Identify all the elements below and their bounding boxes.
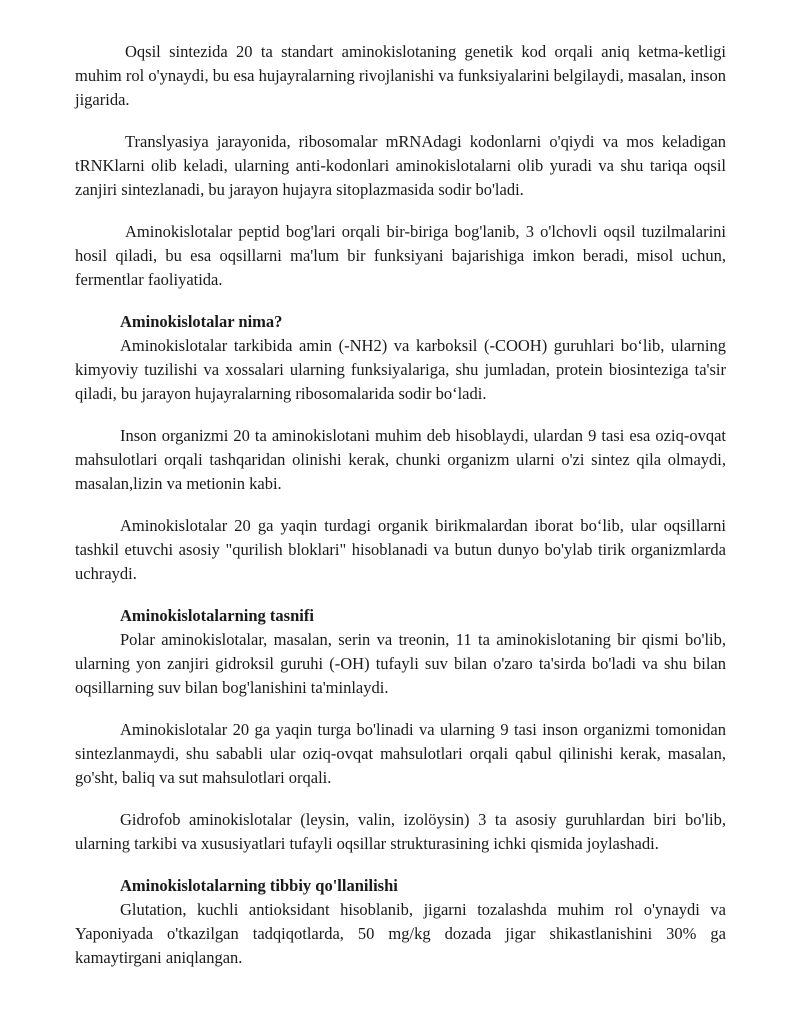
section1-paragraph-3: Aminokislotalar 20 ga yaqin turdagi organik birikmalardan iborat bo‘lib, ular oqsillarni tashkil etuvchi asosiy "qurilish bloklari" hisoblanadi va butun dunyo bo'ylab tirik organizmlarda uchraydi. (75, 516, 726, 583)
section1-paragraph-1: Aminokislotalar tarkibida amin (-NH2) va karboksil (-COOH) guruhlari bo‘lib, ularning kimyoviy tuzilishi va xossalari ularning funksiyalariga, shu jumladan, protein biosinteziga ta'sir qiladi, bu jarayon hujayralarning ribosomalarida sodir bo‘ladi. (75, 336, 726, 403)
intro-paragraph-3: Aminokislotalar peptid bog'lari orqali bir-biriga bog'lanib, 3 o'lchovli oqsil tuzilmalarini hosil qiladi, bu esa oqsillarni ma'lum bir funksiyani bajarishiga imkon beradi, misol uchun, fermentlar faoliyatida. (75, 222, 726, 289)
section2-paragraph-2: Aminokislotalar 20 ga yaqin turga bo'linadi va ularning 9 tasi inson organizmi tomonidan sintezlanmaydi, shu sababli ular oziq-ovqat mahsulotlari orqali qabul qilinishi kerak, masalan, go'sht, baliq va sut mahsulotlari orqali. (75, 720, 726, 787)
section-heading-aminokislotalar-nima: Aminokislotalar nima? (120, 312, 283, 331)
intro-paragraph-2: Translyasiya jarayonida, ribosomalar mRNAdagi kodonlarni o'qiydi va mos keladigan tRNKlarni olib keladi, ularning anti-kodonlari aminokislotalarni olib yuradi va shu tariqa oqsil zanjiri sintezlanadi, bu jarayon hujayra sitoplazmasida sodir bo'ladi. (75, 132, 726, 199)
section3-paragraph-1: Glutation, kuchli antioksidant hisoblanib, jigarni tozalashda muhim rol o'ynaydi va Yaponiyada o'tkazilgan tadqiqotlarda, 50 mg/kg dozada jigar shikastlanishini 30% ga kamaytirgani aniqlangan. (75, 900, 726, 967)
section-heading-tibbiy-qollanilishi: Aminokislotalarning tibbiy qo'llanilishi (120, 876, 398, 895)
section2-paragraph-3: Gidrofob aminokislotalar (leysin, valin, izolöysin) 3 ta asosiy guruhlardan biri bo'lib, ularning tarkibi va xususiyatlari tufayli oqsillar strukturasining ichki qismida joylashadi. (75, 810, 726, 853)
section1-paragraph-2: Inson organizmi 20 ta aminokislotani muhim deb hisoblaydi, ulardan 9 tasi esa oziq-ovqat mahsulotlari orqali tashqaridan olinishi kerak, chunki organizm ularni o'zi sintez qila olmaydi, masalan,lizin va metionin kabi. (75, 426, 726, 493)
section-heading-tasnifi: Aminokislotalarning tasnifi (120, 606, 314, 625)
intro-paragraph-1: Oqsil sintezida 20 ta standart aminokislotaning genetik kod orqali aniq ketma-ketligi muhim rol o'ynaydi, bu esa hujayralarning rivojlanishi va funksiyalarini belgilaydi, masalan, inson jigarida. (75, 42, 726, 109)
section2-paragraph-1: Polar aminokislotalar, masalan, serin va treonin, 11 ta aminokislotaning bir qismi bo'lib, ularning yon zanjiri gidroksil guruhi (-OH) tufayli suv bilan o'zaro ta'sirda bo'ladi va shu bilan oqsillarning suv bilan bog'lanishini ta'minlaydi. (75, 630, 726, 697)
document-page (75, 40, 726, 970)
